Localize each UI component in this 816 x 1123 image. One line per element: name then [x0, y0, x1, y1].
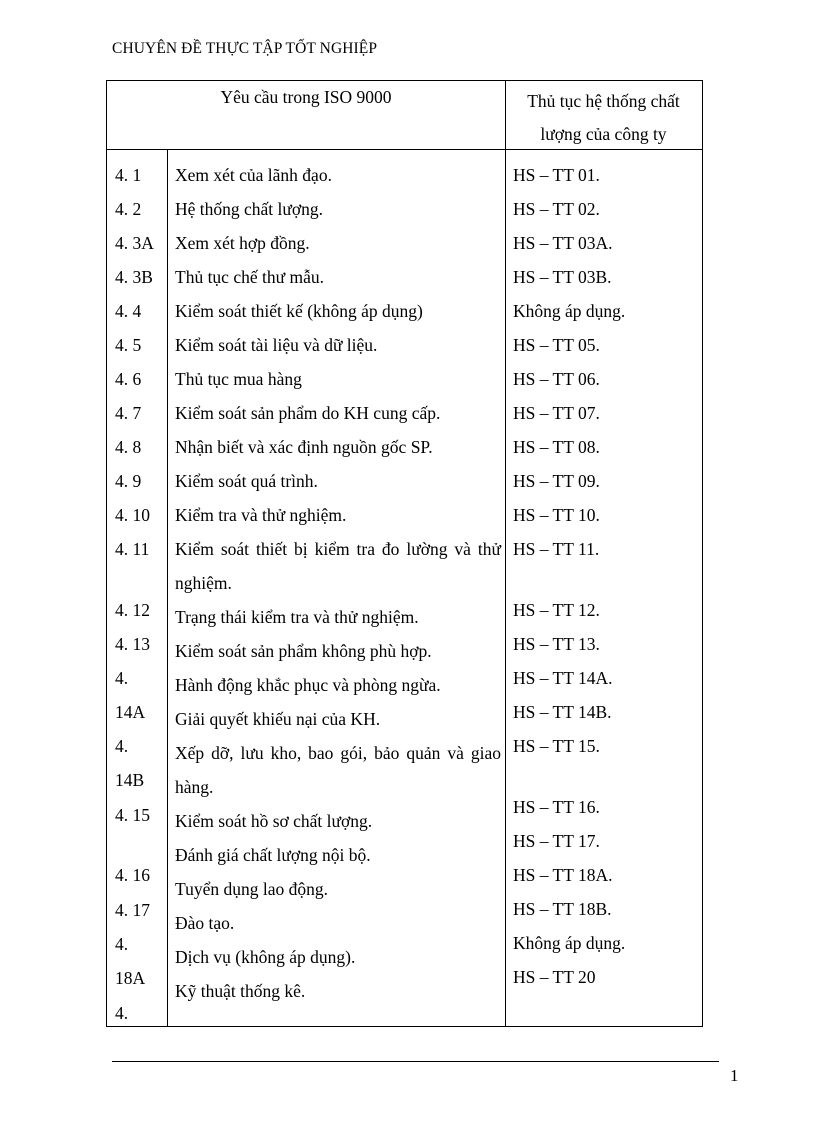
clause-number: 18A [115, 968, 146, 988]
procedure-code: Không áp dụng. [513, 933, 626, 953]
requirement-item: Dịch vụ (không áp dụng). [175, 947, 356, 967]
procedure-code: HS – TT 15. [513, 736, 600, 756]
clause-number: 4. 8 [115, 437, 142, 457]
procedure-code: HS – TT 08. [513, 437, 600, 457]
requirement-item: Xem xét của lãnh đạo. [175, 165, 332, 185]
clause-number: 4. 12 [115, 600, 150, 620]
clause-number: 14B [115, 770, 145, 790]
procedure-code: HS – TT 06. [513, 369, 600, 389]
requirement-item: Hành động khắc phục và phòng ngừa. [175, 675, 441, 695]
requirement-item: Thủ tục mua hàng [175, 369, 302, 389]
requirement-item: Xếp dỡ, lưu kho, bao gói, bảo quản và giao hàng. [175, 743, 501, 797]
procedure-code: HS – TT 12. [513, 600, 600, 620]
clause-number: 4. 5 [115, 335, 142, 355]
clause-number: 4. 15 [115, 805, 150, 825]
column-divider [505, 81, 506, 1026]
clause-number: 4. 6 [115, 369, 142, 389]
procedure-code: HS – TT 14B. [513, 702, 612, 722]
iso-table [106, 80, 703, 1027]
clause-number: 4. 4 [115, 301, 142, 321]
clause-number: 4. [115, 1003, 129, 1023]
procedure-code: HS – TT 03B. [513, 267, 612, 287]
page-header: CHUYÊN ĐỀ THỰC TẬP TỐT NGHIỆP [112, 40, 378, 57]
requirement-item: Trạng thái kiểm tra và thử nghiệm. [175, 607, 419, 627]
clause-number: 14A [115, 702, 146, 722]
procedure-code: HS – TT 03A. [513, 233, 613, 253]
requirement-item: Kiểm soát hồ sơ chất lượng. [175, 811, 373, 831]
footer-rule [112, 1061, 719, 1062]
requirement-item: Xem xét hợp đồng. [175, 233, 310, 253]
requirement-item: Kiểm soát sản phẩm do KH cung cấp. [175, 403, 441, 423]
procedures-header-line2: lượng của công ty [540, 124, 667, 144]
procedure-code: Không áp dụng. [513, 301, 626, 321]
clause-number: 4. [115, 668, 129, 688]
clause-number: 4. 7 [115, 403, 142, 423]
procedure-code: HS – TT 07. [513, 403, 600, 423]
requirement-item: Hệ thống chất lượng. [175, 199, 324, 219]
clause-number: 4. 10 [115, 505, 150, 525]
requirement-item: Kiểm soát thiết bị kiểm tra đo lường và thử nghiệm. [175, 539, 501, 593]
procedure-code: HS – TT 01. [513, 165, 600, 185]
requirement-item: Đào tạo. [175, 913, 235, 933]
clause-number: 4. 17 [115, 900, 150, 920]
procedure-code: HS – TT 18B. [513, 899, 612, 919]
requirement-item: Kiểm soát quá trình. [175, 471, 318, 491]
procedure-code: HS – TT 05. [513, 335, 600, 355]
requirement-item: Kiểm soát sản phẩm không phù hợp. [175, 641, 432, 661]
number-column-divider [167, 150, 168, 1026]
clause-number: 4. 16 [115, 865, 150, 885]
requirement-item: Kiểm soát thiết kế (không áp dụng) [175, 301, 423, 321]
requirement-item: Kiểm soát tài liệu và dữ liệu. [175, 335, 378, 355]
requirement-item: Giải quyết khiếu nại của KH. [175, 709, 381, 729]
requirement-item: Nhận biết và xác định nguồn gốc SP. [175, 437, 433, 457]
clause-number: 4. 13 [115, 634, 150, 654]
requirement-item: Đánh giá chất lượng nội bộ. [175, 845, 371, 865]
requirement-item: Tuyển dụng lao động. [175, 879, 328, 899]
procedure-code: HS – TT 14A. [513, 668, 613, 688]
requirements-header: Yêu cầu trong ISO 9000 [220, 87, 392, 107]
requirement-item: Kiểm tra và thử nghiệm. [175, 505, 347, 525]
procedure-code: HS – TT 18A. [513, 865, 613, 885]
procedure-code: HS – TT 09. [513, 471, 600, 491]
clause-number: 4. 2 [115, 199, 142, 219]
requirement-item: Kỹ thuật thống kê. [175, 981, 306, 1001]
procedures-header [505, 85, 702, 151]
procedures-header-line1: Thủ tục hệ thống chất [527, 91, 680, 111]
procedure-code: HS – TT 16. [513, 797, 600, 817]
clause-number: 4. [115, 736, 129, 756]
clause-number: 4. 11 [115, 539, 150, 559]
procedure-code: HS – TT 10. [513, 505, 600, 525]
procedure-code: HS – TT 11. [513, 539, 600, 559]
clause-number: 4. 9 [115, 471, 142, 491]
procedure-code: HS – TT 17. [513, 831, 600, 851]
procedure-code: HS – TT 20 [513, 967, 596, 987]
procedure-code: HS – TT 13. [513, 634, 600, 654]
procedure-code: HS – TT 02. [513, 199, 600, 219]
clause-number: 4. 1 [115, 165, 142, 185]
page-number: 1 [730, 1066, 739, 1085]
requirement-item: Thủ tục chế thư mẫu. [175, 267, 324, 287]
clause-number: 4. 3B [115, 267, 153, 287]
clause-number: 4. 3A [115, 233, 154, 253]
clause-number: 4. [115, 934, 129, 954]
